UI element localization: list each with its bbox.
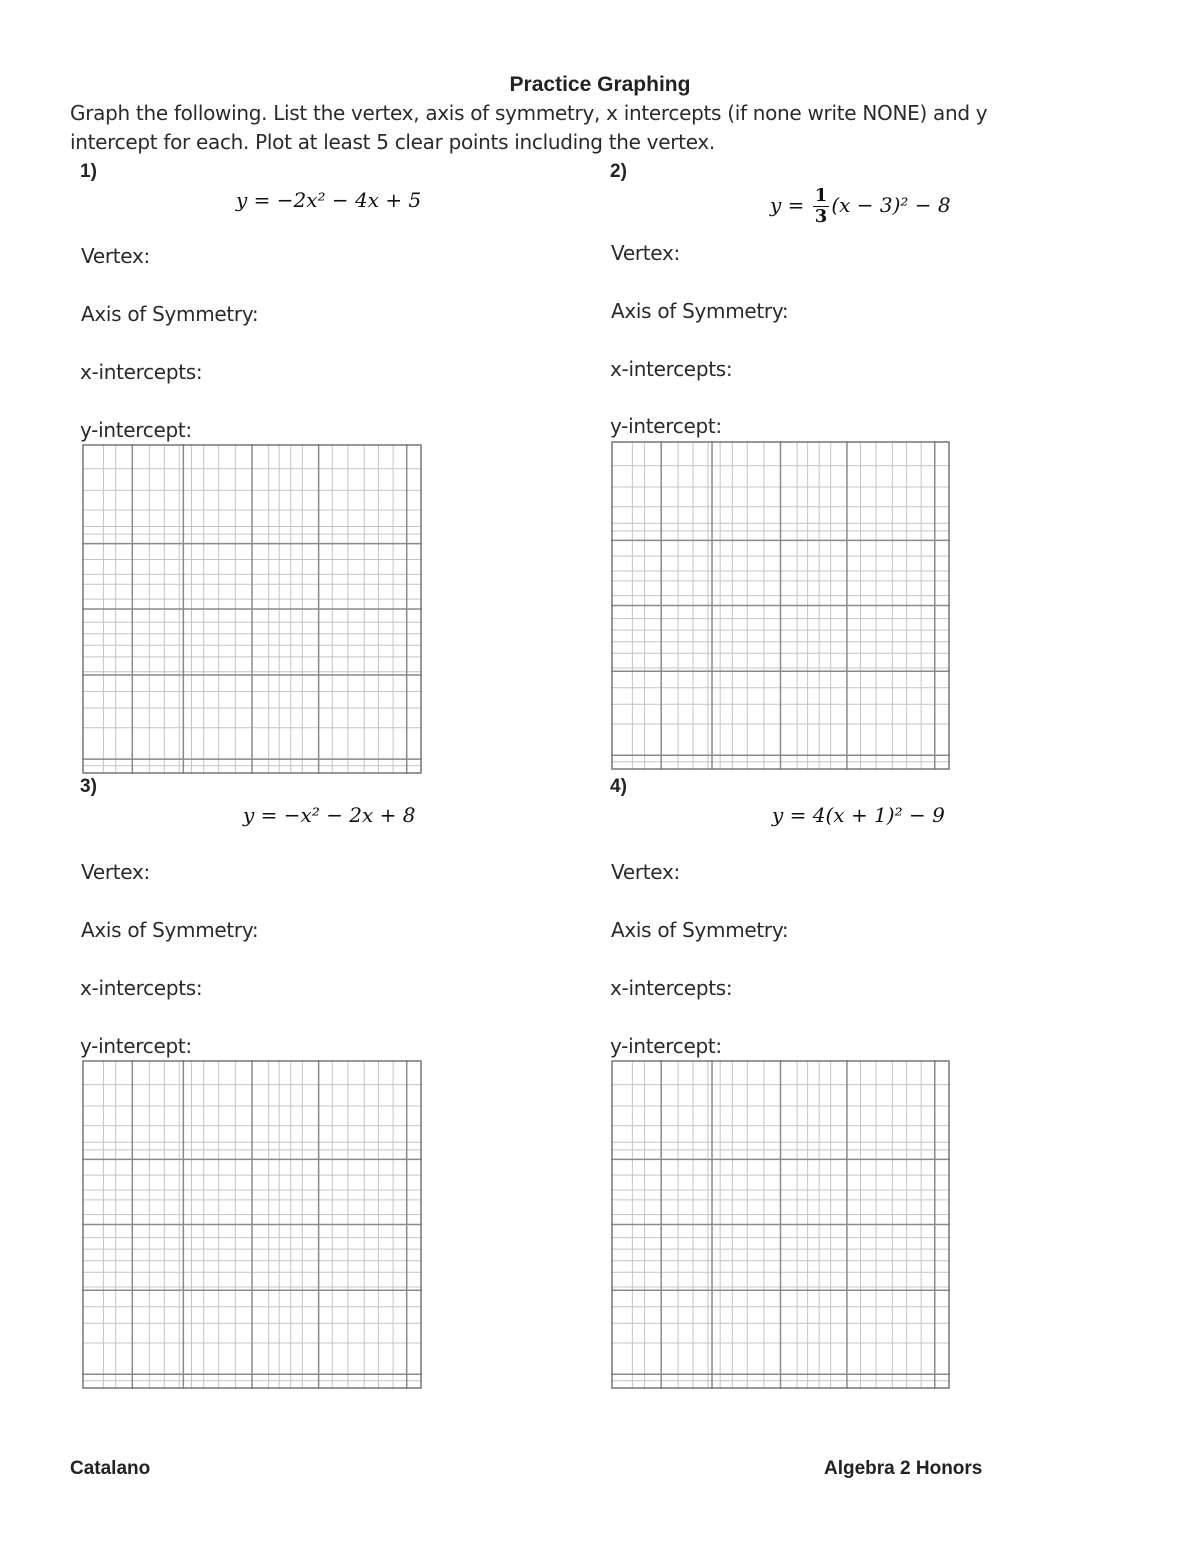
problem-1-equation [236, 188, 421, 212]
problem-3-equation [243, 803, 416, 827]
problem-2-graph-grid[interactable] [611, 441, 950, 770]
problem-2-axis-label: Axis of Symmetry: [611, 299, 789, 323]
problem-4-x-intercepts-label: x-intercepts: [610, 976, 733, 1000]
fraction-denominator: 3 [814, 206, 828, 227]
problem-3-number: 3) [80, 776, 97, 797]
problem-1-y-intercept-label: y-intercept: [80, 418, 192, 442]
equation-lhs: y = [243, 803, 284, 827]
equation-lhs: y = [236, 188, 277, 212]
problem-2-y-intercept-label: y-intercept: [610, 414, 722, 438]
problem-3-x-intercepts-label: x-intercepts: [80, 976, 203, 1000]
problem-1-axis-label: Axis of Symmetry: [81, 302, 259, 326]
instructions-line-1: Graph the following. List the vertex, axis of symmetry, x intercepts (if none write NONE) and y [70, 101, 988, 125]
footer-teacher-name: Catalano [70, 1458, 151, 1479]
problem-3-vertex-label: Vertex: [81, 860, 150, 884]
problem-4-y-intercept-label: y-intercept: [610, 1034, 722, 1058]
problem-1-vertex-label: Vertex: [81, 244, 150, 268]
equation-rhs: −2x² − 4x + 5 [276, 188, 422, 212]
problem-4-number: 4) [610, 776, 627, 797]
fraction-numerator: 1 [814, 185, 828, 206]
equation-lhs: y = [772, 803, 813, 827]
problem-4-graph-grid[interactable] [611, 1060, 950, 1389]
footer-course-name: Algebra 2 Honors [824, 1458, 983, 1479]
equation-fraction [813, 186, 830, 227]
problem-2-vertex-label: Vertex: [611, 241, 680, 265]
equation-lhs: y = [770, 193, 811, 217]
equation-rhs: 4(x + 1)² − 9 [812, 803, 945, 827]
problem-4-equation [772, 803, 945, 827]
problem-4-axis-label: Axis of Symmetry: [611, 918, 789, 942]
problem-1-x-intercepts-label: x-intercepts: [80, 360, 203, 384]
problem-4-vertex-label: Vertex: [611, 860, 680, 884]
problem-1-number: 1) [80, 161, 97, 182]
problem-3-axis-label: Axis of Symmetry: [81, 918, 259, 942]
problem-2-number: 2) [610, 161, 627, 182]
problem-1-graph-grid[interactable] [82, 444, 422, 774]
page-title: Practice Graphing [509, 73, 691, 96]
equation-rhs: (x − 3)² − 8 [831, 193, 951, 217]
problem-3-graph-grid[interactable] [82, 1060, 422, 1389]
equation-rhs: −x² − 2x + 8 [283, 803, 416, 827]
problem-2-x-intercepts-label: x-intercepts: [610, 357, 733, 381]
problem-2-equation [770, 186, 951, 227]
problem-3-y-intercept-label: y-intercept: [80, 1034, 192, 1058]
instructions-line-2: intercept for each. Plot at least 5 clear points including the vertex. [70, 130, 715, 154]
